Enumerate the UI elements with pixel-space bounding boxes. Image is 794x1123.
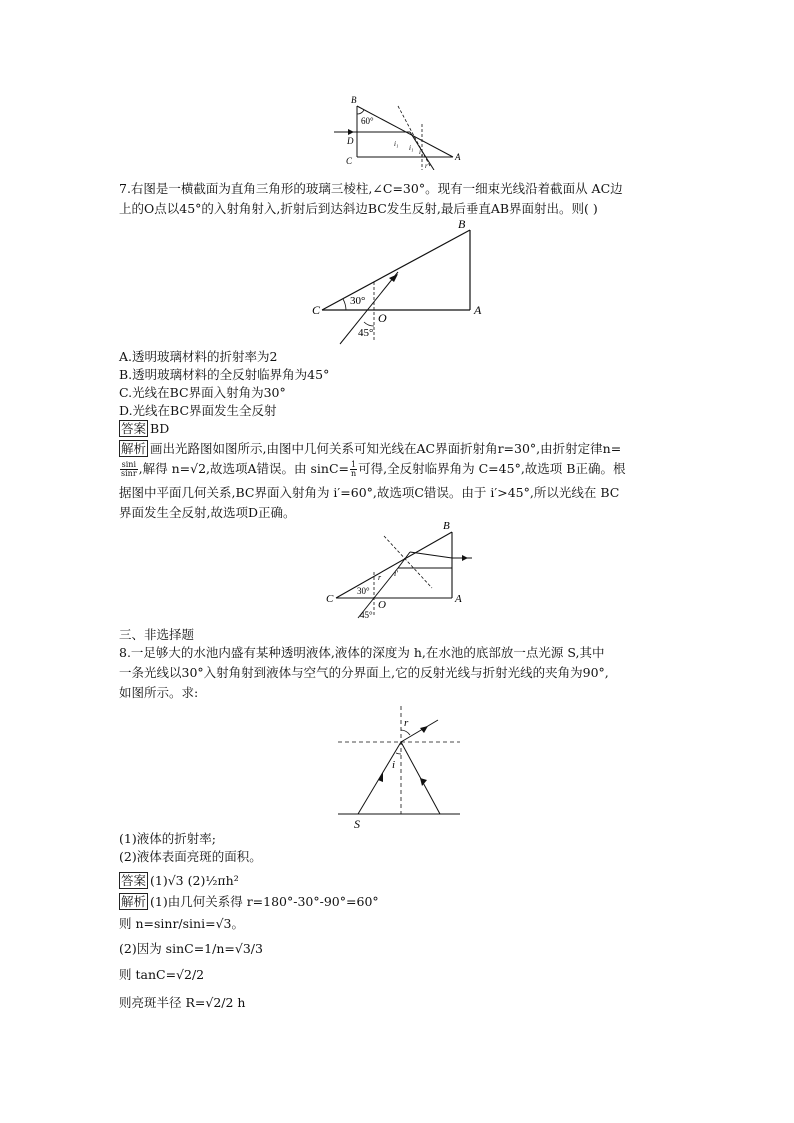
- angle-label: 45°: [358, 327, 374, 339]
- point-label: O: [378, 311, 387, 325]
- angle-label: i₂: [419, 148, 424, 156]
- vertex-label: A: [455, 152, 461, 162]
- angle-label: i′: [394, 569, 398, 578]
- question-7-line-2: 上的O点以45°的入射角射入,折射后到达斜边BC发生反射,最后垂直AB界面射出。则( ): [119, 201, 598, 216]
- vertex-label: B: [458, 217, 466, 231]
- vertex-label: B: [443, 520, 450, 532]
- question-8-line-2: 一条光线以30°入射角射到液体与空气的分界面上,它的反射光线与折射光线的夹角为90°,: [119, 665, 609, 680]
- analysis-label: 解析: [121, 894, 147, 909]
- angle-label: 30°: [357, 586, 370, 596]
- analysis-line-1: 解析 (1)由几何关系得 r=180°-30°-90°=60°: [121, 894, 379, 909]
- sub-question-1: (1)液体的折射率;: [119, 831, 216, 846]
- angle-label: 45°: [360, 610, 373, 620]
- option-c: C.光线在BC界面入射角为30°: [119, 385, 286, 400]
- analysis-line-4: 则 tanC=√2/2: [119, 967, 205, 982]
- question-7-line-1: 7.右图是一横截面为直角三角形的玻璃三棱柱,∠C=30°。现有一细束光线沿着截面从 AC边: [119, 181, 623, 196]
- vertex-label: D: [347, 136, 354, 146]
- point-label: O: [378, 599, 386, 611]
- vertex-label: C: [312, 303, 321, 317]
- question-8-line-3: 如图所示。求:: [119, 685, 199, 700]
- analysis-line-3: 据图中平面几何关系,BC界面入射角为 i′=60°,故选项C错误。由于 i′>45°,所以光线在 BC: [119, 485, 620, 500]
- option-b: B.透明玻璃材料的全反射临界角为45°: [119, 367, 330, 382]
- figure-prism-question-7: [306, 216, 496, 346]
- figure-analysis-light-path: [322, 516, 482, 622]
- angle-label: 60°: [361, 116, 374, 126]
- analysis-line-5: 则亮斑半径 R=√2/2 h: [119, 995, 246, 1010]
- angle-label: 30°: [350, 295, 366, 307]
- vertex-label: A: [474, 303, 482, 317]
- answer-row: [119, 872, 239, 890]
- figure-pool: [334, 702, 464, 834]
- sub-question-2: (2)液体表面亮斑的面积。: [119, 849, 262, 864]
- angle-label: i₁: [409, 144, 414, 152]
- analysis-line-2: 则 n=sinr/sini=√3。: [119, 916, 245, 931]
- answer-value: (1)√3 (2)½πh²: [150, 873, 239, 888]
- angle-label: i₁: [394, 140, 399, 148]
- angle-label: i: [392, 759, 396, 771]
- angle-label: r: [425, 162, 428, 170]
- answer-value: BD: [150, 421, 170, 436]
- vertex-label: C: [326, 593, 334, 605]
- light-source-label: S: [354, 817, 360, 831]
- section-heading: 三、非选择题: [119, 627, 195, 642]
- angle-label: r: [404, 717, 409, 729]
- option-a: A.透明玻璃材料的折射率为2: [119, 349, 278, 364]
- analysis-line-1: 解析 画出光路图如图所示,由图中几何关系可知光线在AC界面折射角r=30°,由折射定律n=: [121, 441, 622, 456]
- analysis-label: 解析: [121, 441, 147, 456]
- angle-label: r: [378, 573, 382, 582]
- answer-row: [119, 420, 169, 438]
- fraction: $\frac{1}{n}$: [351, 460, 357, 478]
- analysis-line-3: (2)因为 sinC=1/n=√3/3: [119, 941, 263, 956]
- option-d: D.光线在BC界面发生全反射: [119, 403, 277, 418]
- fraction: $\frac{\sin i}{\sin r}$: [121, 460, 137, 478]
- vertex-label: A: [455, 593, 462, 605]
- analysis-line-4: 界面发生全反射,故选项D正确。: [119, 505, 296, 520]
- question-8-line-1: 8.一足够大的水池内盛有某种透明液体,液体的深度为 h,在水池的底部放一点光源 S,其中: [119, 645, 605, 660]
- vertex-label: C: [346, 156, 353, 166]
- analysis-line-2: $\frac{\sin i}{\sin r}$ ,解得 n=√2,故选项A错误。由 sinC= $\frac{1}{n}$ 可得,全反射临界角为 C=45°,故选项 B正确。根: [121, 460, 626, 478]
- answer-label: 答案: [121, 873, 147, 888]
- answer-label: 答案: [121, 421, 147, 436]
- vertex-label: B: [351, 95, 357, 105]
- figure-prism-top: [330, 94, 470, 170]
